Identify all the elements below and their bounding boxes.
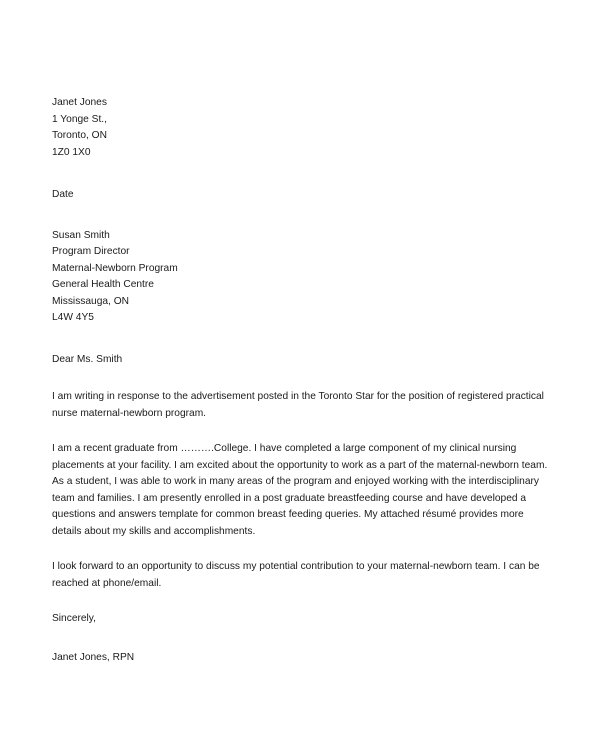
sender-name: Janet Jones [52, 97, 107, 108]
body-paragraph-1: I am writing in response to the advertisement posted in the Toronto Star for the position of registered practical nurse maternal-newborn program. [52, 391, 544, 419]
body-paragraph-3: I look forward to an opportunity to discuss my potential contribution to your maternal-newborn team. I can be reached at phone/email. [52, 561, 540, 589]
recipient-city-province: Mississauga, ON [52, 295, 129, 307]
recipient-organization: General Health Centre [52, 279, 154, 291]
closing-block [52, 611, 548, 628]
recipient-program: Maternal-Newborn Program [52, 262, 178, 274]
signature-block [52, 650, 548, 667]
recipient-postal-code: L4W 4Y5 [52, 312, 94, 324]
date-label: Date [52, 189, 74, 201]
body-paragraph-2: I am a recent graduate from ……….College. I have completed a large component of my clinical nursing placements at your facility. I am excited about the opportunity to work as a part of the maternal-newborn team. As a student, I was able to work in many areas of the program and enjoyed working with the interdisciplinary team and families. I am presently enrolled in a post graduate breastfeeding course and have developed a questions and answers template for common breast feeding queries. My attached résumé provides more details about my skills and accomplishments. [52, 443, 548, 537]
sender-address-line-1: 1 Yonge St., [52, 113, 107, 125]
salutation-block [52, 352, 548, 369]
date-block [52, 187, 548, 204]
sender-postal-code: 1Z0 1X0 [52, 146, 91, 158]
signature-name: Janet Jones, RPN [52, 651, 135, 663]
closing: Sincerely, [52, 613, 96, 625]
salutation: Dear Ms. Smith [52, 353, 123, 365]
sender-address-block [52, 95, 548, 161]
recipient-name: Susan Smith [52, 229, 110, 241]
recipient-title: Program Director [52, 246, 130, 258]
recipient-address-block [52, 228, 548, 327]
cover-letter-body [52, 95, 548, 666]
sender-address-line-2: Toronto, ON [52, 130, 107, 142]
